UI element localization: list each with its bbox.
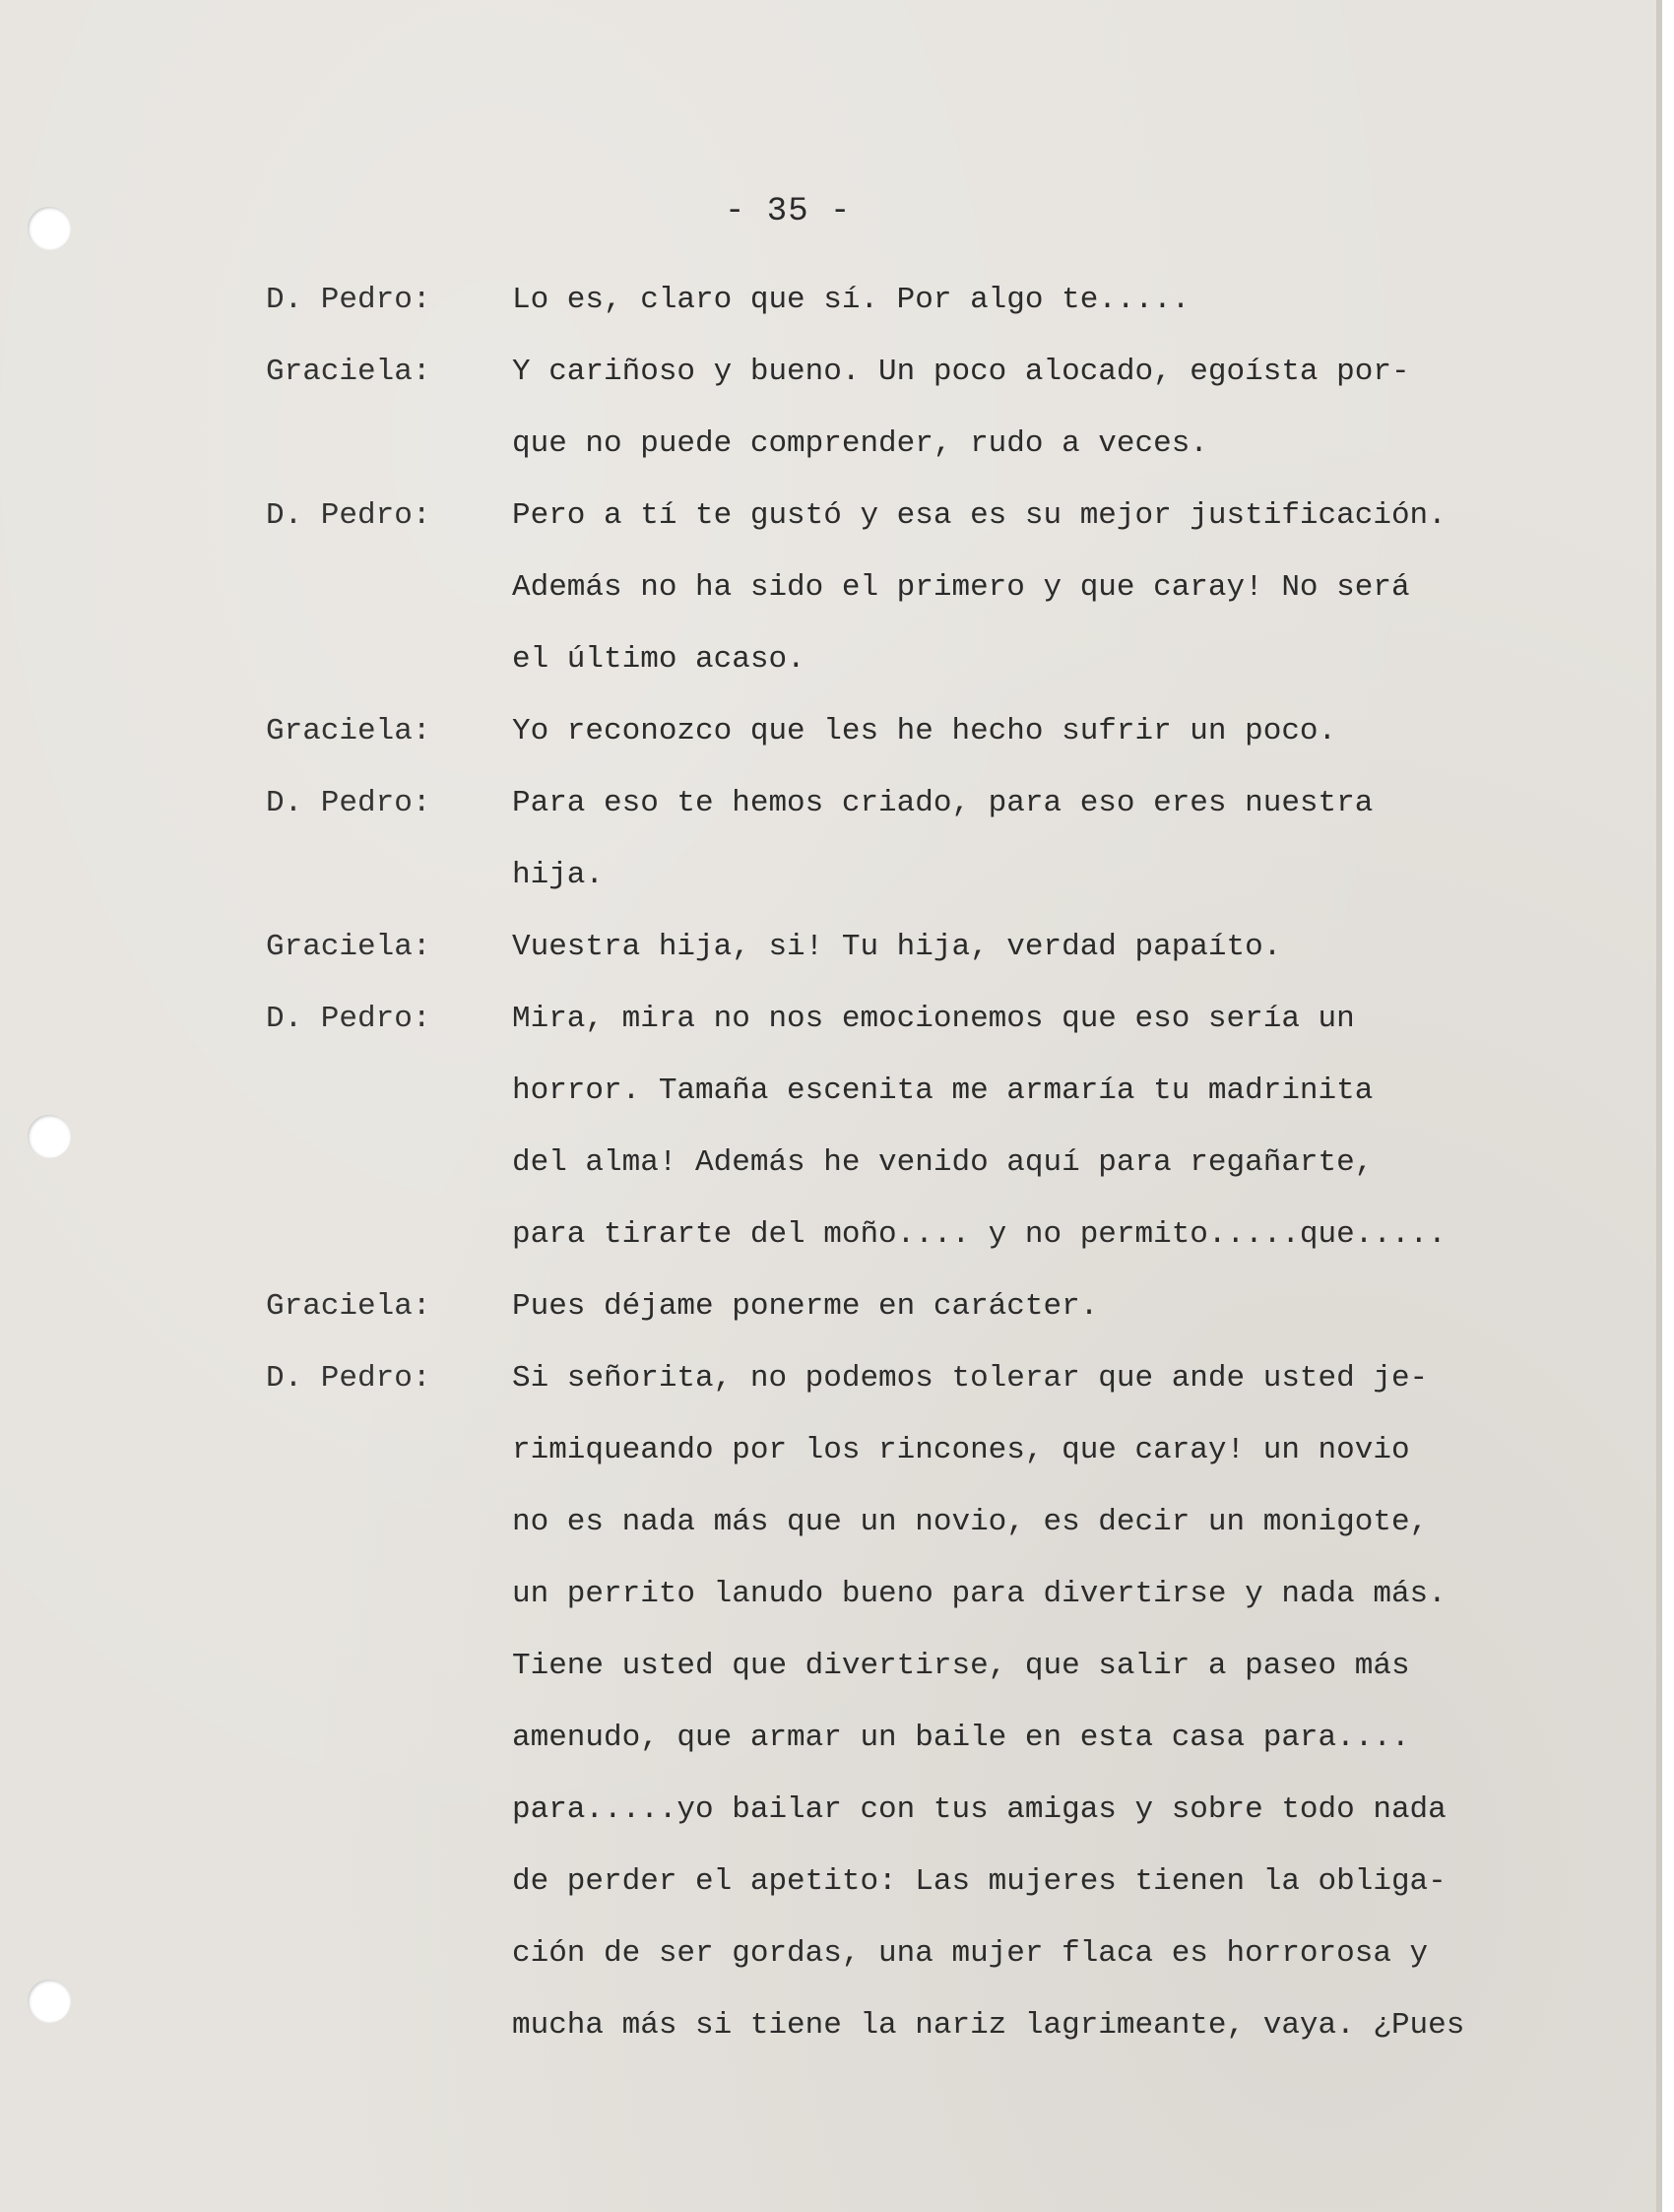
speech-text: Pues déjame ponerme en carácter.	[512, 1289, 1099, 1324]
speaker-name: Graciela:	[266, 355, 431, 389]
speaker-name: Graciela:	[266, 1289, 431, 1324]
speech-text: Y cariñoso y bueno. Un poco alocado, egoísta por- que no puede comprender, rudo a veces.	[512, 355, 1410, 461]
speech-text: Lo es, claro que sí. Por algo te.....	[512, 283, 1191, 317]
speech-text: Yo reconozco que les he hecho sufrir un poco.	[512, 714, 1337, 748]
dialogue-script	[0, 264, 1662, 2061]
speaker-name: Graciela:	[266, 930, 431, 964]
speaker-name: Graciela:	[266, 714, 431, 748]
speech-text: Mira, mira no nos emocionemos que eso sería un horror. Tamaña escenita me armaría tu madrinita del alma! Además he venido aquí para regañarte, para tirarte del moño.... y no permito.....que.....	[512, 1002, 1447, 1252]
speaker-name: D. Pedro:	[266, 498, 431, 533]
dialogue-entry	[0, 336, 1662, 480]
page-number: - 35 -	[725, 193, 852, 230]
dialogue-entry	[0, 695, 1662, 767]
speech-text: Para eso te hemos criado, para eso eres nuestra hija.	[512, 786, 1374, 892]
speaker-name: D. Pedro:	[266, 1002, 431, 1036]
speaker-name: D. Pedro:	[266, 283, 431, 317]
speech-text: Vuestra hija, si! Tu hija, verdad papaíto.	[512, 930, 1282, 964]
dialogue-entry	[0, 1342, 1662, 2061]
speech-text: Pero a tí te gustó y esa es su mejor justificación. Además no ha sido el primero y que caray! No será el último acaso.	[512, 498, 1447, 677]
speaker-name: D. Pedro:	[266, 1361, 431, 1396]
speaker-name: D. Pedro:	[266, 786, 431, 820]
dialogue-entry	[0, 767, 1662, 911]
dialogue-entry	[0, 480, 1662, 695]
dialogue-entry	[0, 1270, 1662, 1342]
speech-text: Si señorita, no podemos tolerar que ande usted je- rimiqueando por los rincones, que caray! un novio no es nada más que un novio, es decir un monigote, un perrito lanudo bueno para divertirse y nada más. Tiene usted que divertirse, que salir a paseo más amenudo, que armar un baile en esta casa para.... para.....yo bailar con tus amigas y sobre todo nada de perder el apetito: Las mujeres tienen la obliga- ción de ser gordas, una mujer flaca es horrorosa y mucha más si tiene la nariz lagrimeante, vaya. ¿Pues	[512, 1361, 1465, 2043]
dialogue-entry	[0, 264, 1662, 336]
dialogue-entry	[0, 983, 1662, 1270]
dialogue-entry	[0, 911, 1662, 983]
punch-hole	[28, 207, 71, 250]
